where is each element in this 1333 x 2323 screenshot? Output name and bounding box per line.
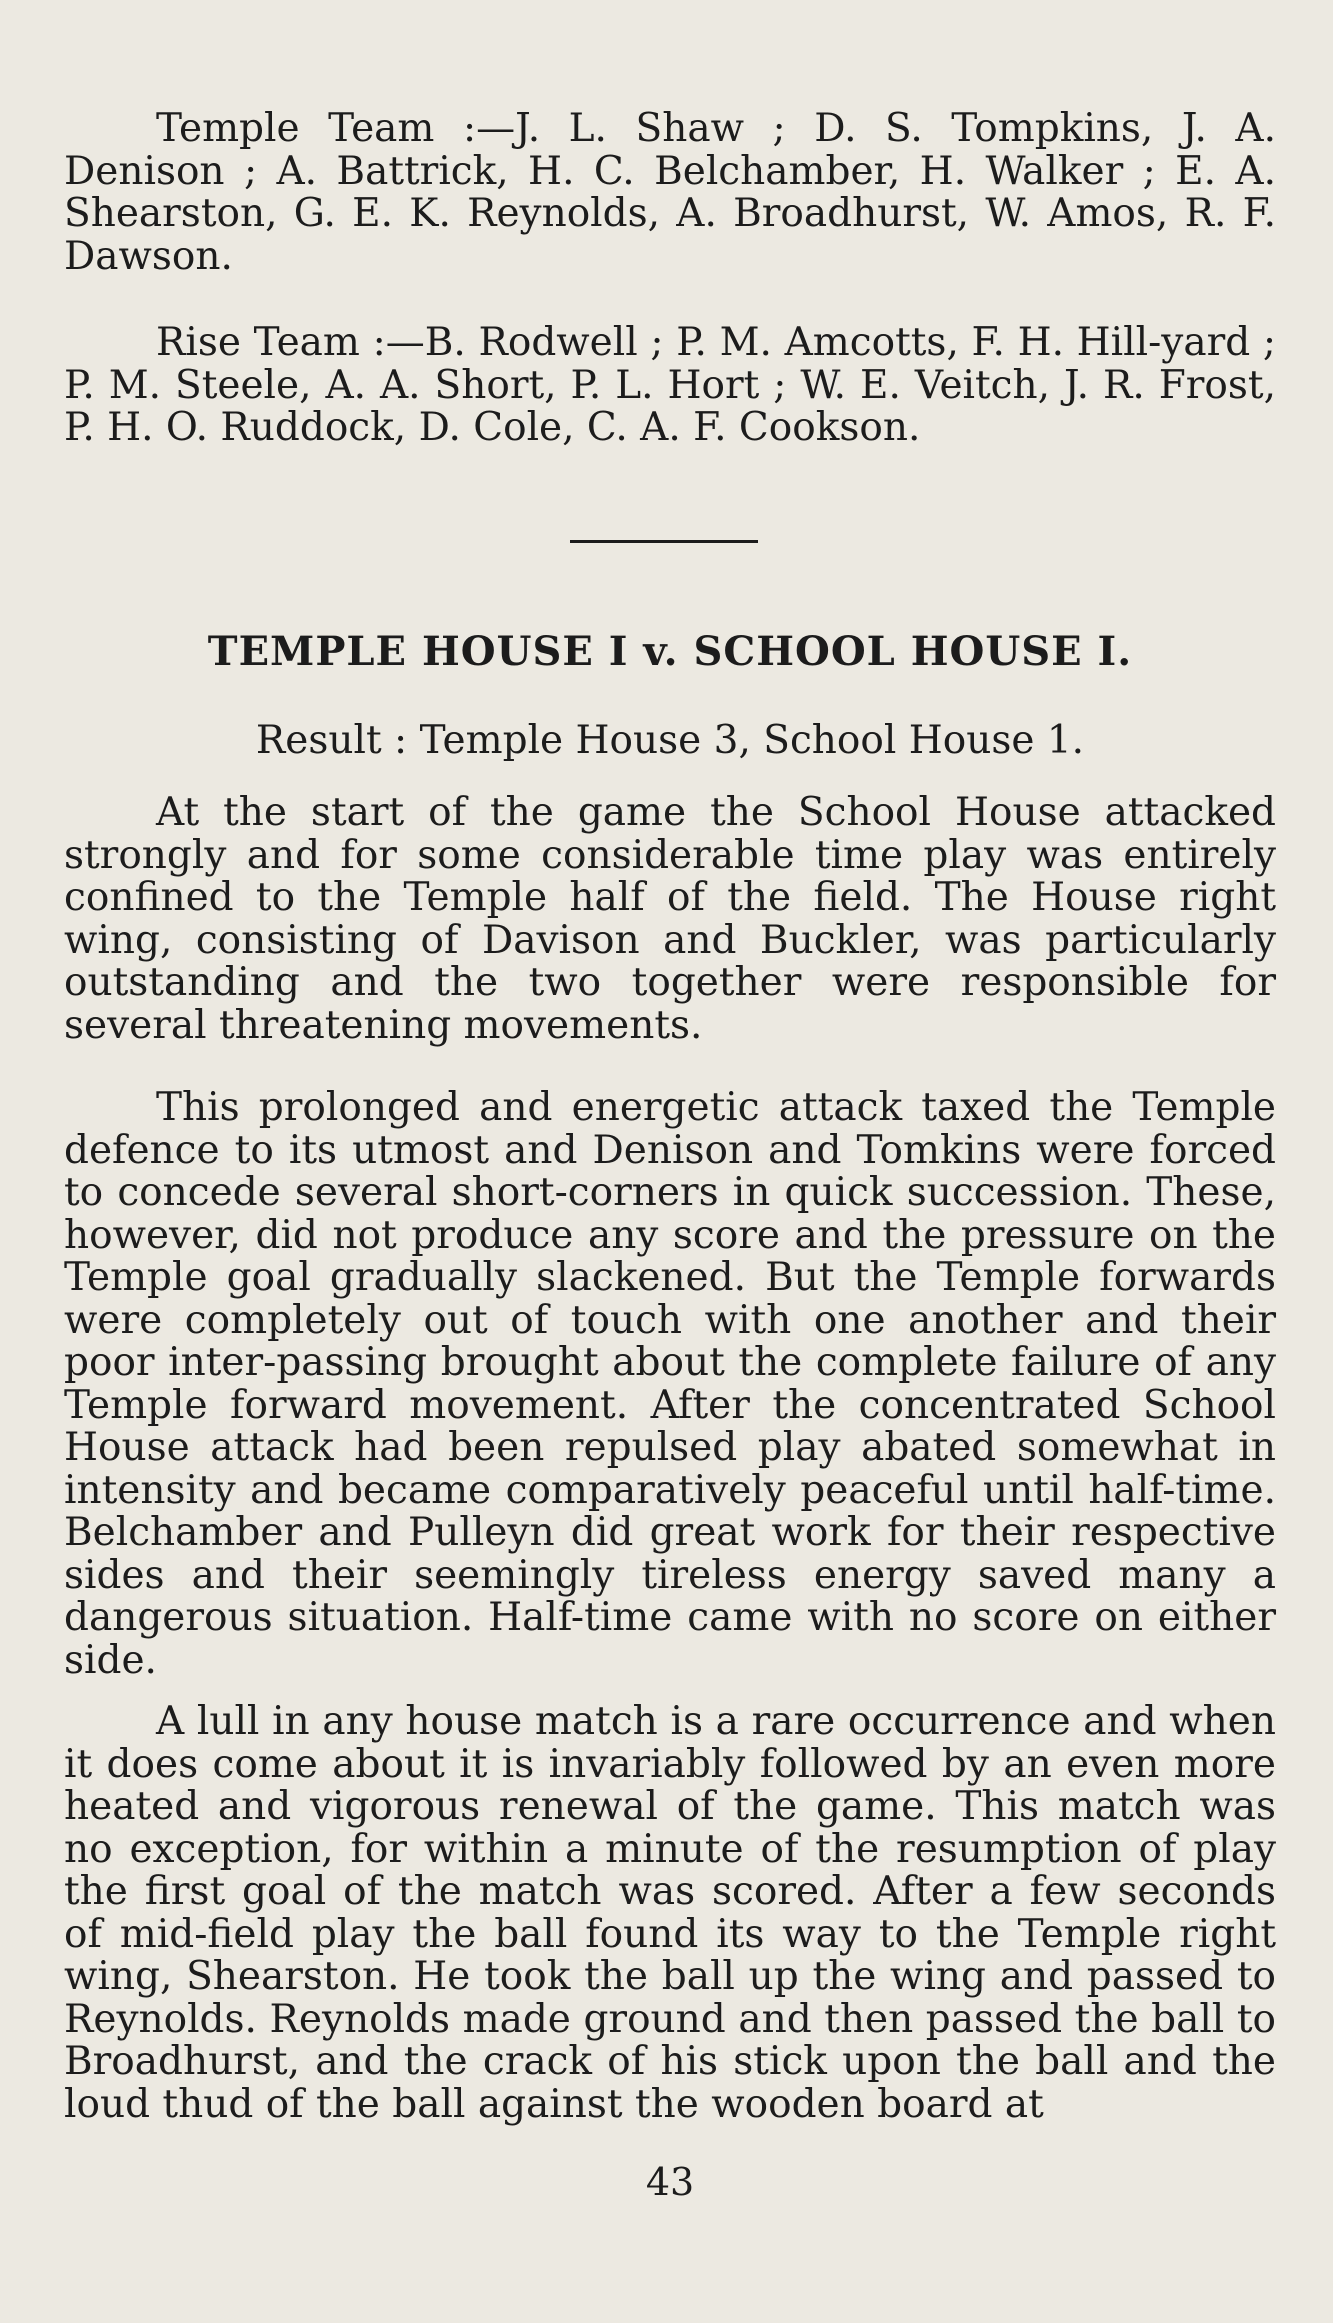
page-number: 43 bbox=[645, 2160, 695, 2204]
match-paragraph-1: At the start of the game the School House attacked strongly and for some considerable time play was entirely confined to the Temple half of the field. The House right wing, consisting of Davison and Buckler, was particularly outstanding and the two together were responsible for several threatening movements. bbox=[64, 790, 1276, 1048]
rise-team-paragraph: Rise Team :—B. Rodwell ; P. M. Amcotts, F. H. Hill-yard ; P. M. Steele, A. A. Short, P. L. Hort ; W. E. Veitch, J. R. Frost, P. H. O. Ruddock, D. Cole, C. A. F. Cookson. bbox=[64, 320, 1276, 450]
match-paragraph-3: A lull in any house match is a rare occurrence and when it does come about it is invariably followed by an even more heated and vigorous renewal of the game. This match was no exception, for within a minute of the resumption of play the first goal of the match was scored. After a few seconds of mid-field play the ball found its way to the Temple right wing, Shearston. He took the ball up the wing and passed to Reynolds. Reynolds made ground and then passed the ball to Broadhurst, and the crack of his stick upon the ball and the loud thud of the ball against the wooden board at bbox=[64, 1699, 1276, 2127]
section-divider bbox=[570, 540, 758, 543]
match-heading: TEMPLE HOUSE I v. SCHOOL HOUSE I. bbox=[207, 628, 1133, 675]
match-result: Result : Temple House 3, School House 1. bbox=[255, 718, 1085, 763]
match-paragraph-2: This prolonged and energetic attack taxed the Temple defence to its utmost and Denison and Tomkins were forced to concede several short-corners in quick succession. These, however, did not produce any score and the pressure on the Temple goal gradually slackened. But the Temple forwards were completely out of touch with one another and their poor inter-passing brought about the complete failure of any Temple forward movement. After the concentrated School House attack had been repulsed play abated somewhat in intensity and became comparatively peaceful until half-time. Belchamber and Pulleyn did great work for their respective sides and their seemingly tireless energy saved many a dangerous situation. Half-time came with no score on either side. bbox=[64, 1085, 1276, 1683]
temple-team-paragraph: Temple Team :—J. L. Shaw ; D. S. Tompkins, J. A. Denison ; A. Battrick, H. C. Belchamber, H. Walker ; E. A. Shearston, G. E. K. Reynolds, A. Broadhurst, W. Amos, R. F. Dawson. bbox=[64, 106, 1276, 279]
